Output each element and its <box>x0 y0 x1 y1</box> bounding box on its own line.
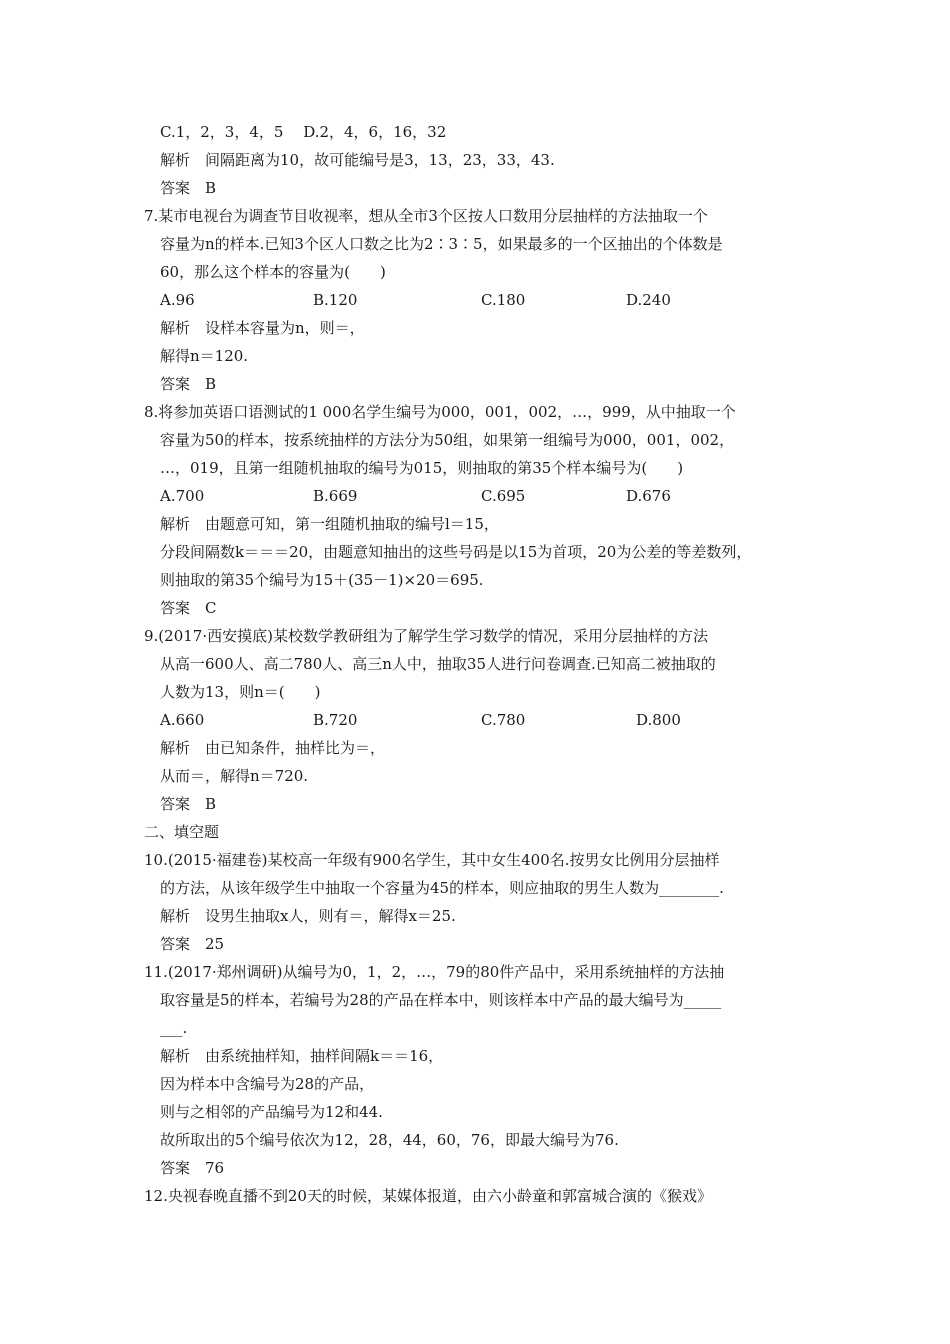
text-line: …，019，且第一组随机抽取的编号为015，则抽取的第35个样本编号为( ) <box>160 459 684 477</box>
text-line: 7.某市电视台为调查节目收视率，想从全市3个区按人口数用分层抽样的方法抽取一个 <box>144 207 708 225</box>
text-line: 12.央视春晚直播不到20天的时候，某媒体报道，由六小龄童和郭富城合演的《猴戏》 <box>144 1187 712 1205</box>
option-a: A.660 <box>160 711 205 729</box>
text-line: 10.(2015·福建卷)某校高一年级有900名学生，其中女生400名.按男女比例用分层抽样 <box>144 851 720 869</box>
text-line: 则抽取的第35个编号为15＋(35－1)×20＝695. <box>160 571 484 589</box>
text-line: 因为样本中含编号为28的产品， <box>160 1075 375 1093</box>
text-line: 答案 B <box>160 179 217 197</box>
text-line: 故所取出的5个编号依次为12，28，44，60，76，即最大编号为76. <box>160 1131 619 1149</box>
text-line: 分段间隔数k＝＝＝20，由题意知抽出的这些号码是以15为首项，20为公差的等差数列， <box>160 543 752 561</box>
text-line: 则与之相邻的产品编号为12和44. <box>160 1103 383 1121</box>
option-c: C.695 <box>481 487 526 505</box>
text-line: 人数为13，则n＝( ) <box>160 683 321 701</box>
text-line: 60，那么这个样本的容量为( ) <box>160 263 386 281</box>
text-line: ___. <box>160 1019 188 1037</box>
text-line: 解得n＝120. <box>160 347 249 365</box>
text-line: 解析 设男生抽取x人，则有＝，解得x＝25. <box>160 907 456 925</box>
option-a: A.96 <box>160 291 195 309</box>
text-line: 容量为50的样本，按系统抽样的方法分为50组，如果第一组编号为000，001，002， <box>160 431 735 449</box>
option-b: B.669 <box>313 487 358 505</box>
text-line: 从而＝，解得n＝720. <box>160 767 309 785</box>
text-line: 容量为n的样本.已知3个区人口数之比为2∶3∶5，如果最多的一个区抽出的个体数是 <box>160 235 723 253</box>
text-line: 从高一600人、高二780人、高三n人中，抽取35人进行问卷调查.已知高二被抽取的 <box>160 655 716 673</box>
option-c: C.180 <box>481 291 526 309</box>
text-line: 解析 间隔距离为10，故可能编号是3，13，23，33，43. <box>160 151 555 169</box>
text-line: 二、填空题 <box>144 823 220 841</box>
option-a: A.700 <box>160 487 205 505</box>
option-d: D.676 <box>626 487 671 505</box>
text-line: 11.(2017·郑州调研)从编号为0，1，2，…，79的80件产品中，采用系统抽样的方法抽 <box>144 963 725 981</box>
option-b: B.720 <box>313 711 358 729</box>
text-line: 答案 C <box>160 599 217 617</box>
text-line: 答案 25 <box>160 935 225 953</box>
text-line: 解析 设样本容量为n，则＝， <box>160 319 365 337</box>
option-d: D.800 <box>636 711 681 729</box>
text-line: 取容量是5的样本，若编号为28的产品在样本中，则该样本中产品的最大编号为_____ <box>160 991 722 1009</box>
text-line: 解析 由题意可知，第一组随机抽取的编号l＝15， <box>160 515 499 533</box>
option-b: B.120 <box>313 291 358 309</box>
text-line: 答案 B <box>160 795 217 813</box>
text-line: 8.将参加英语口语测试的1 000名学生编号为000，001，002，…，999，从中抽取一个 <box>144 403 736 421</box>
option-c: C.780 <box>481 711 526 729</box>
text-line: C.1，2，3，4，5 D.2，4，6，16，32 <box>160 123 447 141</box>
text-line: 解析 由系统抽样知，抽样间隔k＝＝16， <box>160 1047 444 1065</box>
option-d: D.240 <box>626 291 671 309</box>
text-line: 的方法，从该年级学生中抽取一个容量为45的样本，则应抽取的男生人数为________. <box>160 879 724 897</box>
text-line: 解析 由已知条件，抽样比为＝， <box>160 739 386 757</box>
text-line: 答案 B <box>160 375 217 393</box>
text-line: 答案 76 <box>160 1159 225 1177</box>
text-line: 9.(2017·西安摸底)某校数学教研组为了解学生学习数学的情况，采用分层抽样的方法 <box>144 627 708 645</box>
